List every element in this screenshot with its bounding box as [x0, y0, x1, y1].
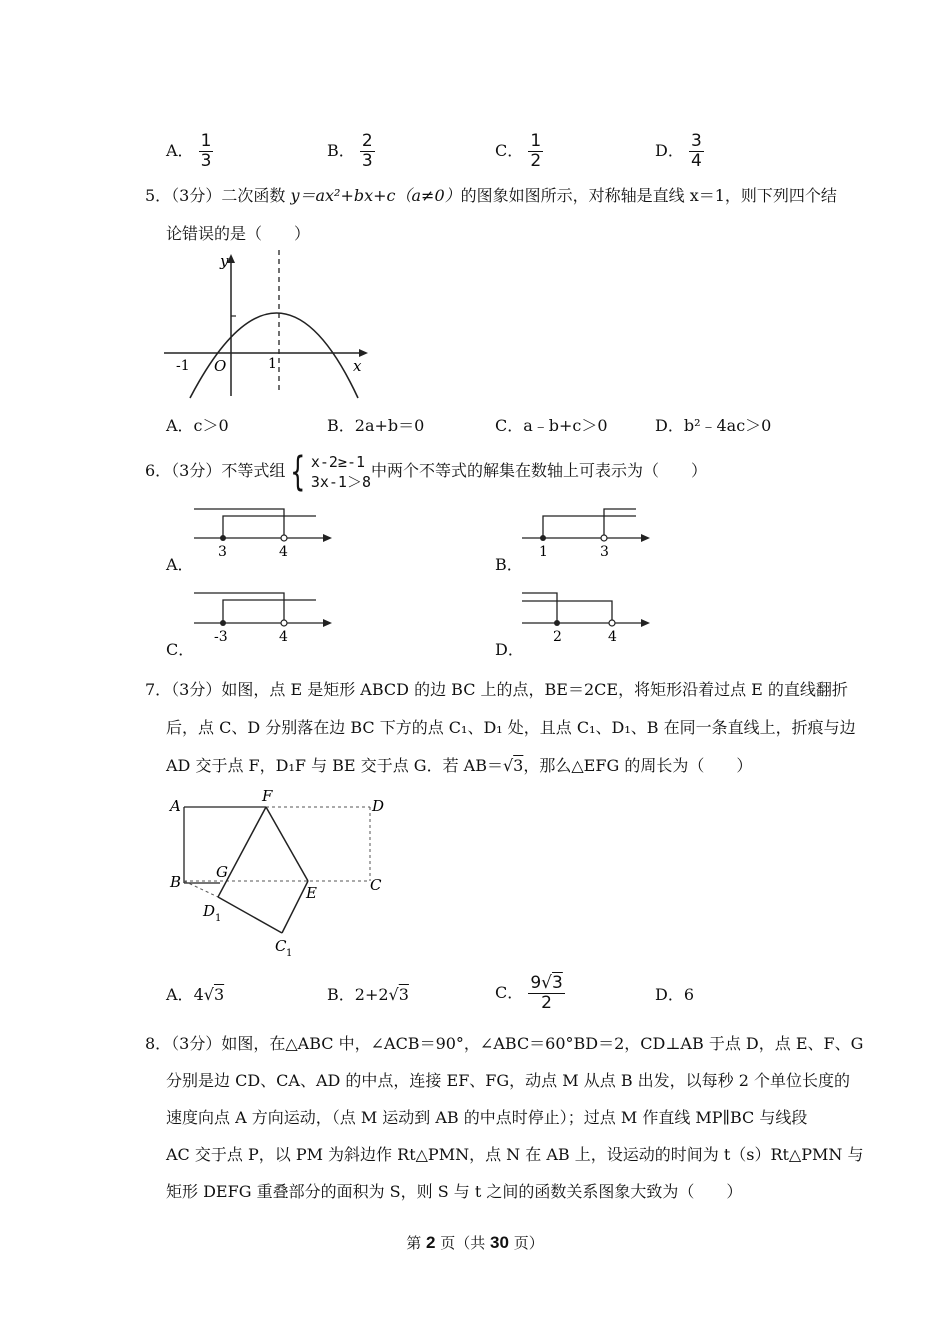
svg-text:1: 1 — [286, 948, 293, 959]
q5-option-c: C．a﹣b+c＞0 — [495, 416, 608, 435]
q6-numberline-d — [518, 585, 668, 645]
q8-stem-line4: AC 交于点 P，以 PM 为斜边作 Rt△PMN，点 N 在 AB 上，设运动的时间为 t（s）Rt△PMN 与 — [166, 1145, 864, 1164]
q7-option-c: C． $\frac{9√3}{2}$ — [495, 973, 563, 1013]
page-footer: 第 2 页（共 30 页） — [406, 1233, 544, 1252]
svg-text:4: 4 — [279, 629, 288, 645]
neg-one-label: -1 — [176, 358, 190, 374]
svg-text:1: 1 — [215, 913, 222, 924]
svg-text:C: C — [275, 937, 287, 955]
q6-option-d-label: D． — [495, 640, 524, 659]
origin-label: O — [214, 357, 227, 375]
svg-text:4: 4 — [608, 629, 617, 645]
q5-option-b: B．2a+b＝0 — [327, 416, 425, 435]
svg-text:D: D — [203, 902, 216, 920]
inequality-system: { x-2≥-1 3x-1＞8 — [290, 448, 371, 495]
q5-option-d: D．b²﹣4ac＞0 — [655, 416, 772, 435]
q6-option-c-label: C． — [166, 640, 195, 659]
q4-option-d: D． $\frac{3}{4}$ — [655, 131, 702, 171]
svg-text:C: C — [370, 876, 382, 894]
total-pages: 30 — [490, 1233, 509, 1252]
q5-option-a: A．c＞0 — [166, 416, 229, 435]
svg-text:3: 3 — [600, 544, 609, 560]
svg-text:4: 4 — [279, 544, 288, 560]
svg-text:A: A — [170, 797, 181, 815]
svg-text:-3: -3 — [214, 629, 228, 645]
q6-numberline-b — [518, 500, 668, 560]
q6-numberline-c — [190, 585, 340, 645]
q7-rectangle-figure — [160, 785, 400, 960]
q4-option-c: C． $\frac{1}{2}$ — [495, 131, 542, 171]
q5-stem-line1: 5．（3分）二次函数 y＝ax²+bx+c（a≠0）的图象如图所示，对称轴是直线 x＝1，则下列四个结 — [145, 186, 837, 205]
q7-stem-line3: AD 交于点 F，D₁F 与 BE 交于点 G．若 AB＝√3，那么△EFG 的周长为（ ） — [166, 756, 753, 775]
q7-option-b: B．2+2√3 — [327, 985, 409, 1004]
page-number: 2 — [426, 1233, 436, 1252]
q8-stem-line5: 矩形 DEFG 重叠部分的面积为 S，则 S 与 t 之间的函数关系图象大致为（ ） — [166, 1182, 743, 1201]
x-axis-label: x — [353, 357, 362, 375]
q7-option-a: A．4√3 — [166, 985, 225, 1004]
q4-option-b: B． $\frac{2}{3}$ — [327, 131, 373, 171]
q6-stem: 6．（3分）不等式组 { x-2≥-1 3x-1＞8 中两个不等式的解集在数轴上可表示为（ ） — [145, 448, 707, 495]
q8-stem-line1: 8．（3分）如图，在△ABC 中，∠ACB＝90°，∠ABC＝60°BD＝2，CD⊥AB 于点 D，点 E、F、G — [145, 1034, 864, 1053]
svg-text:2: 2 — [553, 629, 562, 645]
q6-option-b-label: B． — [495, 555, 523, 574]
one-label: 1 — [268, 356, 277, 372]
y-axis-label: y — [220, 252, 229, 270]
svg-text:G: G — [216, 863, 228, 881]
svg-text:D: D — [372, 797, 385, 815]
q5-parabola-graph — [160, 250, 375, 400]
q8-stem-line3: 速度向点 A 方向运动，（点 M 运动到 AB 的中点时停止）；过点 M 作直线 MP∥BC 与线段 — [166, 1108, 808, 1127]
q4-option-a: A． $\frac{1}{3}$ — [166, 131, 212, 171]
q7-stem-line2: 后，点 C、D 分别落在边 BC 下方的点 C₁、D₁ 处，且点 C₁、D₁、B 在同一条直线上，折痕与边 — [166, 718, 856, 737]
svg-text:B: B — [170, 873, 182, 891]
q5-stem-line2: 论错误的是（ ） — [166, 224, 311, 243]
q6-numberline-a — [190, 500, 340, 560]
svg-text:1: 1 — [539, 544, 548, 560]
q8-stem-line2: 分别是边 CD、CA、AD 的中点，连接 EF、FG，动点 M 从点 B 出发，以每秒 2 个单位长度的 — [166, 1071, 851, 1090]
q6-option-a-label: A． — [166, 555, 194, 574]
q7-stem-line1: 7．（3分）如图，点 E 是矩形 ABCD 的边 BC 上的点，BE＝2CE，将矩形沿着过点 E 的直线翻折 — [145, 680, 848, 699]
svg-text:3: 3 — [218, 544, 227, 560]
q7-option-d: D．6 — [655, 985, 695, 1004]
svg-text:F: F — [262, 787, 273, 805]
svg-text:E: E — [306, 884, 317, 902]
